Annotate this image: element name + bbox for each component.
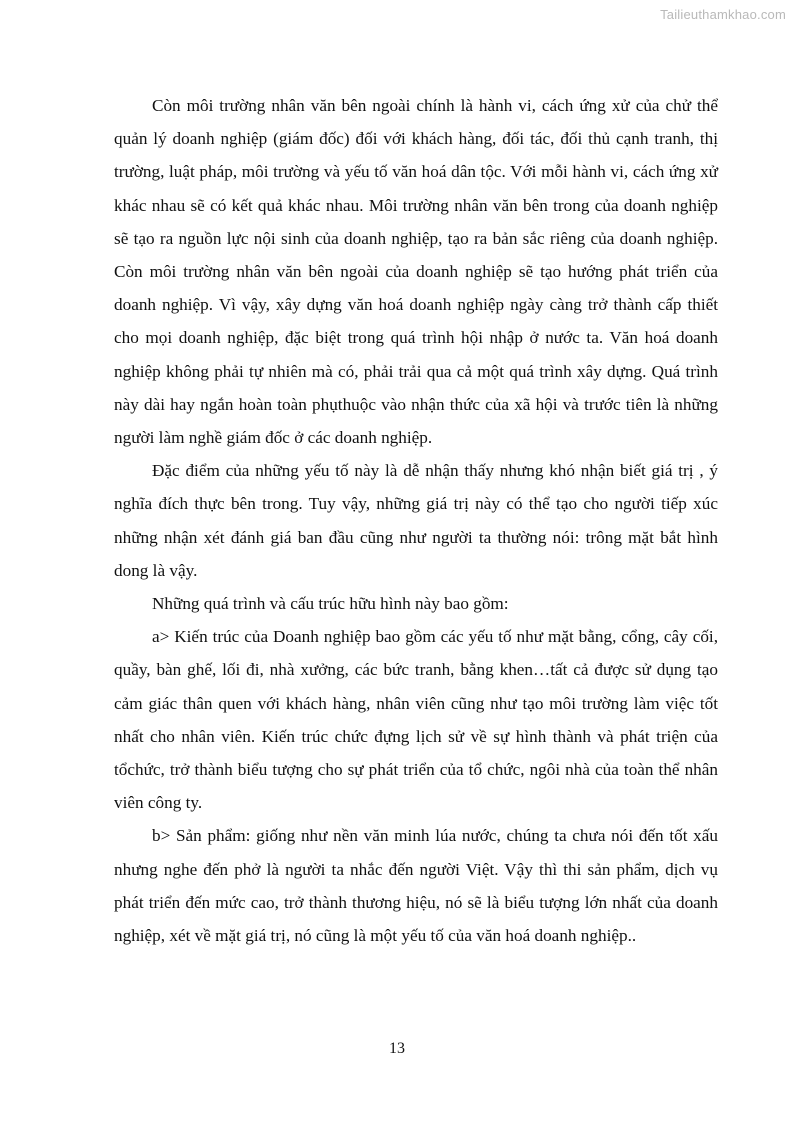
page-number: 13 (389, 1040, 405, 1057)
paragraph-5: b> Sản phẩm: giống như nền văn minh lúa nước, chúng ta chưa nói đến tốt xấu nhưng nghe đến phở là người ta nhắc đến người Việt. Vậy thì thi sản phẩm, dịch vụ phát triển đến mức cao, trở thành thương hiệu, nó sẽ là biểu tượng lớn nhất của doanh nghiệp, xét về mặt giá trị, nó cũng là một yếu tố của văn hoá doanh nghiệp.. (114, 826, 718, 946)
paragraph-1: Còn môi trường nhân văn bên ngoài chính là hành vi, cách ứng xử của chử thể quản lý doanh nghiệp (giám đốc) đối với khách hàng, đối tác, đối thủ cạnh tranh, thị trường, luật pháp, môi trường và yếu tố văn hoá dân tộc. Với mỗi hành vi, cách ứng xử khác nhau sẽ có kết quả khác nhau. Môi trường nhân văn bên trong của doanh nghiệp sẽ tạo ra nguồn lực nội sinh của doanh nghiệp, tạo ra bản sắc riêng của doanh nghiệp. Còn môi trường nhân văn bên ngoài của doanh nghiệp sẽ tạo hướng phát triển của doanh nghiệp. Vì vậy, xây dựng văn hoá doanh nghiệp ngày càng trở thành cấp thiết cho mọi doanh nghiệp, đặc biệt trong quá trình hội nhập ở nước ta. Văn hoá doanh nghiệp không phải tự nhiên mà có, phải trải qua cả một quá trình xây dựng. Quá trình này dài hay ngắn hoàn toàn phụthuộc vào nhận thức của xã hội và trước tiên là những người làm nghề giám đốc ở các doanh nghiệp. (114, 96, 718, 448)
watermark-text: Tailieuthamkhao.com (660, 7, 786, 22)
paragraph-2: Đặc điểm của những yếu tố này là dễ nhận thấy nhưng khó nhận biết giá trị , ý nghĩa đích thực bên trong. Tuy vậy, những giá trị này có thể tạo cho người tiếp xúc những nhận xét đánh giá ban đầu cũng như người ta thường nói: trông mặt bắt hình dong là vậy. (114, 461, 718, 580)
paragraph-4: a> Kiến trúc của Doanh nghiệp bao gồm các yếu tố như mặt bằng, cổng, cây cối, quầy, bàn ghế, lối đi, nhà xưởng, các bức tranh, bằng khen…tất cả được sử dụng tạo cảm giác thân quen với khách hàng, nhân viên cũng như tạo môi trường làm việc tốt nhất cho nhân viên. Kiến trúc chức đựng lịch sử về sự hình thành và phát triện của tổchức, trở thành biểu tượng cho sự phát triển của tổ chức, ngôi nhà của toàn thể nhân viên công ty. (114, 627, 718, 813)
document-body (114, 89, 718, 952)
paragraph-3: Những quá trình và cấu trúc hữu hình này bao gồm: (152, 594, 509, 614)
